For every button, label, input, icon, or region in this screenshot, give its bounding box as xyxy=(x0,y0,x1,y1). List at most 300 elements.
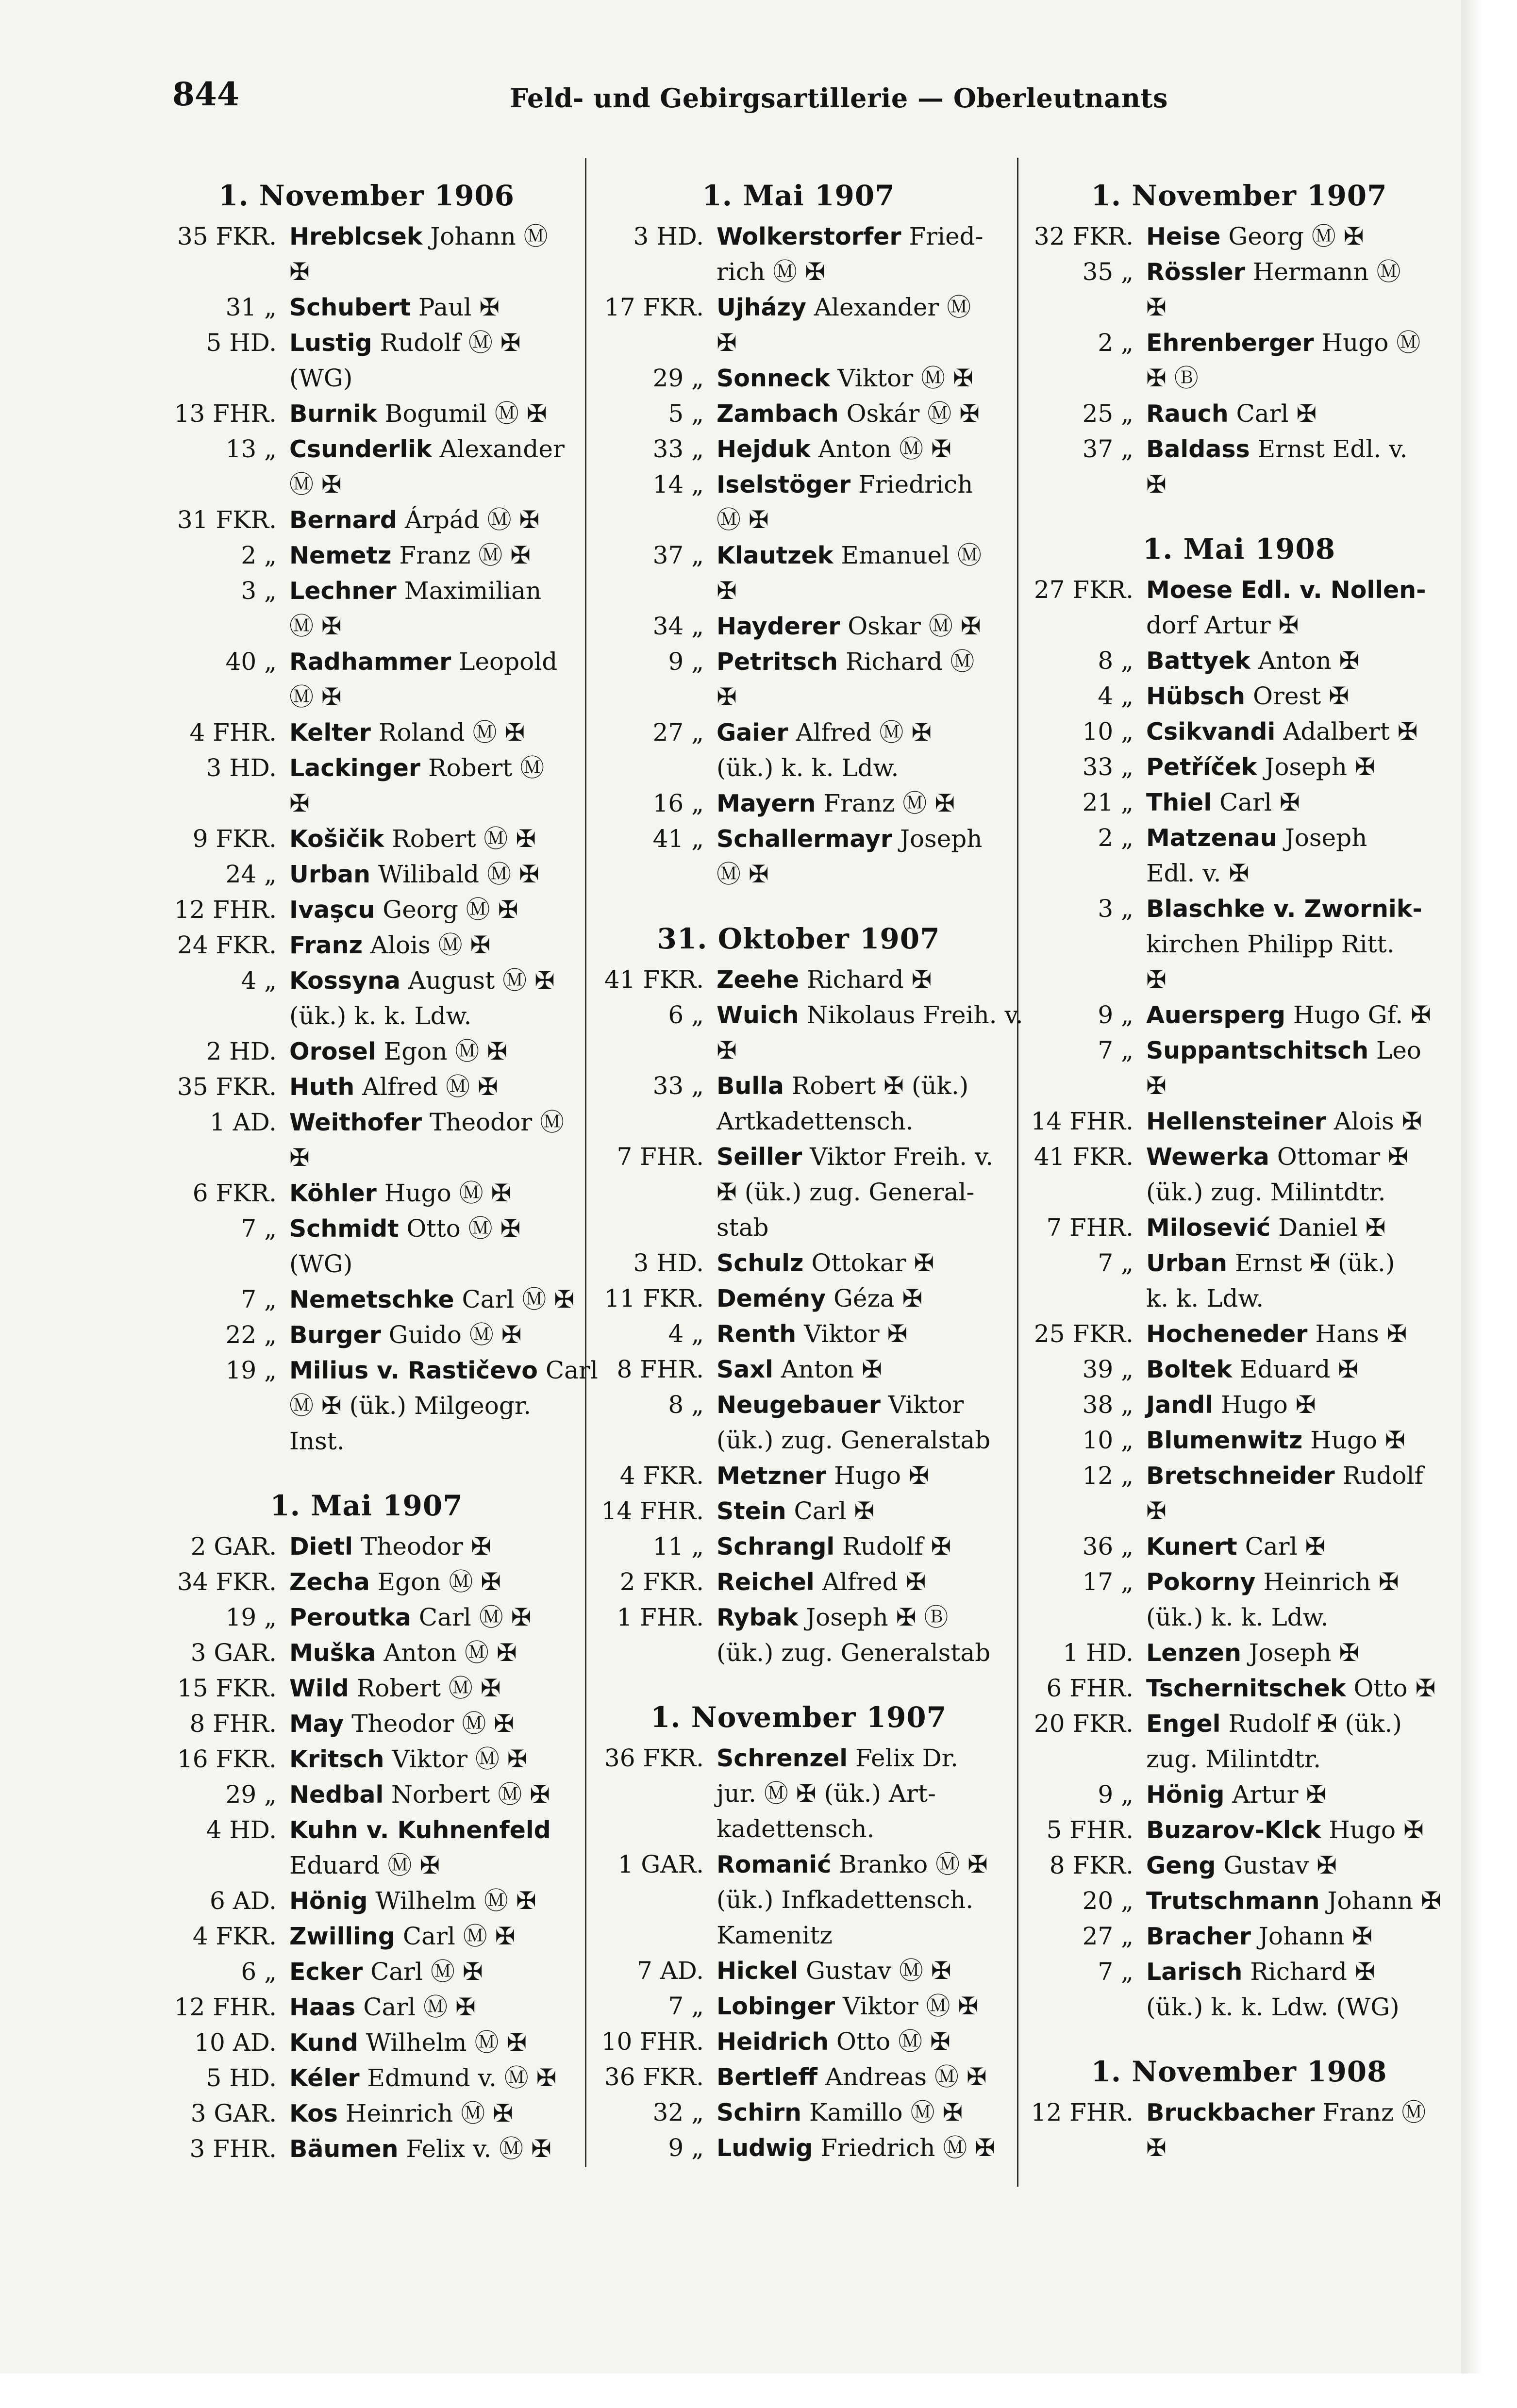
entry-line xyxy=(1146,1246,1395,1281)
entry-body xyxy=(717,432,951,467)
roster-entry xyxy=(160,396,573,432)
entry-detail: Joseph xyxy=(900,825,983,853)
officer-surname: Wild xyxy=(289,1675,349,1702)
officer-surname: Schmidt xyxy=(289,1215,399,1243)
entry-line xyxy=(717,2095,963,2130)
entry-detail: Richard ✠ xyxy=(807,965,932,994)
entry-line xyxy=(717,2130,995,2166)
officer-surname: Kéler xyxy=(289,2064,360,2092)
page-bottom-margin xyxy=(0,2374,1517,2408)
roster-entry xyxy=(160,1777,573,1812)
roster-entry xyxy=(592,2059,1005,2095)
unit-rank: 3 HD. xyxy=(633,222,704,250)
entry-line xyxy=(717,1458,929,1494)
entry-body xyxy=(717,1494,874,1529)
entry-detail: ✠ xyxy=(717,329,737,357)
roster-entry xyxy=(1022,219,1456,254)
officer-surname: Boltek xyxy=(1146,1356,1233,1383)
entry-line xyxy=(289,2060,557,2096)
entry-line xyxy=(717,325,971,361)
unit-rank: 20 FKR. xyxy=(1034,1710,1134,1738)
unit-rank: 3 FHR. xyxy=(189,2135,277,2163)
roster-entry xyxy=(592,219,1005,290)
entry-detail: Robert Ⓜ xyxy=(428,754,545,782)
column-divider xyxy=(585,158,586,2167)
entry-body xyxy=(289,1564,501,1600)
unit-rank: 37 „ xyxy=(652,541,704,569)
unit-rank: 22 „ xyxy=(225,1321,277,1349)
officer-surname: Wewerka xyxy=(1146,1143,1269,1171)
officer-surname: Neugebauer xyxy=(717,1391,881,1419)
entry-line xyxy=(1146,1919,1372,1954)
unit-rank: 12 FHR. xyxy=(174,896,277,924)
entry-line xyxy=(289,998,555,1034)
roster-entry xyxy=(592,1281,1005,1316)
entry-detail: Carl xyxy=(545,1356,598,1384)
entry-line xyxy=(1146,1671,1435,1706)
entry-line xyxy=(1146,1387,1316,1423)
entry-detail: Ottomar ✠ xyxy=(1277,1143,1408,1171)
entry-detail: Joseph ✠ Ⓑ xyxy=(806,1603,949,1631)
officer-surname: Kund xyxy=(289,2029,358,2057)
roster-entry xyxy=(592,609,1005,644)
entry-line xyxy=(1146,608,1426,643)
entry-detail: Ⓜ ✠ xyxy=(289,612,342,640)
officer-surname: Nemetschke xyxy=(289,1286,454,1313)
entry-detail: Heinrich Ⓜ ✠ xyxy=(345,2099,514,2127)
officer-surname: Lechner xyxy=(289,577,397,605)
entry-body xyxy=(717,2130,995,2166)
entry-body xyxy=(717,467,973,538)
entry-detail: Hugo Ⓜ ✠ xyxy=(384,1179,512,1207)
roster-entry xyxy=(160,821,573,857)
entry-body xyxy=(1146,1706,1402,1777)
unit-rank: 6 „ xyxy=(241,1958,277,1986)
roster-entry xyxy=(160,502,573,538)
entry-line xyxy=(289,1176,511,1211)
entry-detail: zug. Milintdtr. xyxy=(1146,1745,1321,1773)
officer-surname: Bulla xyxy=(717,1072,784,1100)
officer-surname: Zwilling xyxy=(289,1923,395,1950)
entry-line xyxy=(717,396,980,432)
unit-rank: 12 „ xyxy=(1082,1461,1134,1490)
entry-line xyxy=(1146,325,1420,361)
roster-entry xyxy=(1022,1635,1456,1671)
roster-entry xyxy=(1022,714,1456,749)
entry-line xyxy=(717,573,982,609)
entry-line xyxy=(717,1776,958,1811)
roster-entry xyxy=(592,1529,1005,1564)
officer-surname: Nemetz xyxy=(289,542,392,569)
entry-line xyxy=(717,1246,934,1281)
entry-detail: kadettensch. xyxy=(717,1815,875,1843)
roster-entry xyxy=(160,1282,573,1317)
roster-entry xyxy=(160,1706,573,1742)
roster-entry xyxy=(592,396,1005,432)
entry-body xyxy=(717,1281,922,1316)
entry-body xyxy=(289,1282,574,1317)
entry-line xyxy=(1146,1458,1423,1494)
section-heading: 1. November 1908 xyxy=(1091,2055,1387,2088)
officer-surname: Wuich xyxy=(717,1001,799,1029)
roster-entry xyxy=(1022,1883,1456,1919)
entry-line xyxy=(717,1175,993,1210)
entry-detail: Wilhelm Ⓜ ✠ xyxy=(366,2028,527,2057)
entry-body xyxy=(289,219,548,290)
entry-line xyxy=(1146,1175,1408,1210)
entry-detail: ✠ xyxy=(1146,1497,1167,1525)
roster-entry xyxy=(160,928,573,963)
unit-rank: 12 FHR. xyxy=(174,1993,277,2021)
entry-detail: Alois Ⓜ ✠ xyxy=(370,931,491,959)
entry-line xyxy=(289,361,521,396)
unit-rank: 32 „ xyxy=(652,2098,704,2126)
officer-surname: Hellensteiner xyxy=(1146,1108,1326,1135)
entry-body xyxy=(289,2131,551,2167)
entry-line xyxy=(289,1564,501,1600)
roster-entry xyxy=(160,2025,573,2060)
entry-line xyxy=(289,963,555,998)
officer-surname: Schrangl xyxy=(717,1533,835,1561)
roster-entry xyxy=(1022,1316,1456,1352)
unit-rank: 34 „ xyxy=(652,612,704,640)
entry-detail: Carl Ⓜ ✠ xyxy=(418,1603,532,1631)
unit-rank: 2 „ xyxy=(1098,329,1134,357)
roster-entry xyxy=(592,962,1005,997)
entry-detail: Viktor xyxy=(888,1391,964,1419)
entry-detail: Fried- xyxy=(909,222,984,250)
entry-detail: (ük.) k. k. Ldw. xyxy=(1146,1603,1329,1631)
entry-body xyxy=(717,1316,907,1352)
officer-surname: Kuhn v. Kuhnenfeld xyxy=(289,1816,551,1844)
officer-surname: Larisch xyxy=(1146,1958,1243,1986)
entry-line xyxy=(289,821,536,857)
entry-detail: Gustav Ⓜ ✠ xyxy=(806,1957,951,1985)
entry-body xyxy=(717,962,932,997)
officer-surname: Schallermayr xyxy=(717,825,892,853)
officer-surname: Ujházy xyxy=(717,294,806,321)
entry-detail: ✠ xyxy=(1146,293,1167,321)
officer-surname: Seiller xyxy=(717,1143,802,1171)
entry-line xyxy=(1146,1706,1402,1742)
entry-line xyxy=(289,1742,528,1777)
unit-rank: 24 „ xyxy=(225,860,277,888)
officer-surname: Hejduk xyxy=(717,435,811,463)
entry-body xyxy=(289,432,565,502)
entry-line xyxy=(1146,467,1407,502)
entry-line xyxy=(289,892,518,928)
officer-surname: Haas xyxy=(289,1993,356,2021)
entry-body xyxy=(289,2096,513,2131)
roster-entry xyxy=(1022,325,1456,396)
unit-rank: 13 FHR. xyxy=(174,399,277,428)
officer-surname: Petritsch xyxy=(717,648,838,676)
officer-surname: Ecker xyxy=(289,1958,363,1986)
entry-detail: Árpád Ⓜ ✠ xyxy=(404,506,540,534)
entry-detail: Alexander xyxy=(439,435,565,463)
entry-body xyxy=(1146,679,1349,714)
officer-surname: Hreblcsek xyxy=(289,223,423,250)
roster-entry xyxy=(160,1954,573,1990)
entry-line xyxy=(289,1954,483,1990)
officer-surname: Muška xyxy=(289,1639,376,1667)
officer-surname: Stein xyxy=(717,1497,786,1525)
officer-surname: Lobinger xyxy=(717,1993,835,2020)
unit-rank: 33 „ xyxy=(652,435,704,463)
roster-entry xyxy=(1022,1954,1456,2025)
roster-entry xyxy=(1022,785,1456,820)
unit-rank: 9 „ xyxy=(668,2134,704,2162)
entry-body xyxy=(289,1990,476,2025)
roster-entry xyxy=(592,2130,1005,2166)
entry-line xyxy=(1146,1529,1325,1564)
roster-entry xyxy=(592,997,1023,1068)
roster-entry xyxy=(160,644,573,715)
unit-rank: 6 AD. xyxy=(209,1887,277,1915)
officer-surname: Heidrich xyxy=(717,2028,829,2056)
officer-surname: Huth xyxy=(289,1073,355,1101)
entry-line xyxy=(717,821,983,857)
officer-surname: Lustig xyxy=(289,329,372,357)
entry-detail: Nikolaus Freih. v. xyxy=(806,1001,1023,1029)
entry-body xyxy=(289,1954,483,1990)
officer-surname: Battyek xyxy=(1146,647,1251,675)
entry-body xyxy=(1146,1529,1325,1564)
roster-entry xyxy=(592,361,1005,396)
entry-detail: (ük.) k. k. Ldw. (WG) xyxy=(1146,1993,1400,2021)
unit-rank: 14 FHR. xyxy=(1031,1107,1134,1135)
unit-rank: 14 FHR. xyxy=(601,1497,704,1525)
entry-detail: Viktor Ⓜ ✠ xyxy=(837,364,973,392)
entry-body xyxy=(289,502,539,538)
entry-line xyxy=(289,1211,520,1246)
officer-surname: Matzenau xyxy=(1146,824,1277,852)
unit-rank: 1 GAR. xyxy=(617,1850,704,1878)
unit-rank: 16 FKR. xyxy=(177,1745,277,1773)
entry-detail: Branko Ⓜ ✠ xyxy=(839,1850,988,1878)
entry-detail: Norbert Ⓜ ✠ xyxy=(391,1780,550,1809)
entry-line xyxy=(717,1882,988,1918)
entry-line xyxy=(289,219,548,254)
entry-detail: Otto ✠ xyxy=(1353,1674,1436,1702)
unit-rank: 3 „ xyxy=(1098,895,1134,923)
entry-line xyxy=(289,1353,598,1388)
unit-rank: 5 „ xyxy=(668,399,704,428)
roster-entry xyxy=(592,1494,1005,1529)
entry-body xyxy=(1146,749,1375,785)
unit-rank: 7 FHR. xyxy=(1046,1213,1134,1242)
unit-rank: 2 „ xyxy=(1098,824,1134,852)
entry-line xyxy=(1146,2095,1426,2130)
roster-entry xyxy=(160,1034,573,1069)
officer-surname: Geng xyxy=(1146,1852,1216,1879)
roster-entry xyxy=(592,538,1005,609)
entry-body xyxy=(1146,1352,1358,1387)
entry-body xyxy=(289,750,544,821)
entry-detail: Leo xyxy=(1376,1036,1421,1064)
entry-detail: Ernst ✠ (ük.) xyxy=(1234,1249,1395,1277)
unit-rank: 7 „ xyxy=(1098,1249,1134,1277)
entry-line xyxy=(717,1600,990,1635)
entry-body xyxy=(717,1989,978,2024)
officer-surname: Zambach xyxy=(717,400,839,428)
roster-entry xyxy=(160,963,573,1034)
entry-detail: ✠ xyxy=(717,577,737,605)
entry-body xyxy=(1146,1848,1337,1883)
officer-surname: Schubert xyxy=(289,294,411,321)
roster-entry xyxy=(160,290,573,325)
unit-rank: 7 „ xyxy=(1098,1036,1134,1064)
entry-body xyxy=(717,1068,968,1139)
entry-body xyxy=(717,2095,963,2130)
officer-surname: Csunderlik xyxy=(289,435,432,463)
section-heading: 1. Mai 1907 xyxy=(702,179,895,212)
unit-rank: 14 „ xyxy=(652,470,704,498)
unit-rank: 5 HD. xyxy=(206,2064,277,2092)
entry-body xyxy=(717,1246,934,1281)
officer-surname: Engel xyxy=(1146,1710,1221,1738)
column-3 xyxy=(1022,172,1456,2166)
unit-rank: 8 FHR. xyxy=(189,1710,277,1738)
roster-entry xyxy=(592,1139,1005,1246)
entry-detail: Andreas Ⓜ ✠ xyxy=(825,2063,987,2091)
entry-line xyxy=(289,2025,527,2060)
entry-line xyxy=(717,715,932,750)
unit-rank: 17 FKR. xyxy=(604,293,704,321)
entry-detail: Artur ✠ xyxy=(1232,1780,1327,1809)
entry-line xyxy=(1146,396,1317,432)
officer-surname: Hayderer xyxy=(717,613,840,640)
entry-line xyxy=(717,750,932,786)
roster-entry xyxy=(160,538,573,573)
entry-detail: Carl ✠ xyxy=(794,1497,875,1525)
entry-detail: Egon Ⓜ ✠ xyxy=(383,1037,508,1065)
entry-body xyxy=(1146,396,1317,432)
entry-body xyxy=(289,1105,564,1176)
entry-line xyxy=(289,1317,522,1353)
entry-body xyxy=(1146,1033,1421,1104)
unit-rank: 3 „ xyxy=(241,577,277,605)
roster-entry xyxy=(1022,643,1456,679)
unit-rank: 17 „ xyxy=(1082,1568,1134,1596)
unit-rank: 5 FHR. xyxy=(1046,1816,1134,1844)
unit-rank: 31 FKR. xyxy=(177,506,277,534)
page-edge xyxy=(1461,0,1517,2408)
unit-rank: 3 GAR. xyxy=(190,1639,277,1667)
entry-line xyxy=(1146,2130,1426,2166)
entry-body xyxy=(717,1139,993,1246)
entry-body xyxy=(1146,997,1431,1033)
entry-body xyxy=(1146,1635,1359,1671)
officer-surname: Hönig xyxy=(1146,1781,1225,1809)
entry-detail: Rudolf ✠ (ük.) xyxy=(1228,1710,1402,1738)
officer-surname: Burger xyxy=(289,1321,381,1349)
entry-body xyxy=(717,219,984,290)
unit-rank: 37 „ xyxy=(1082,435,1134,463)
section-heading: 31. Oktober 1907 xyxy=(657,922,940,955)
entry-detail: dorf Artur ✠ xyxy=(1146,611,1299,639)
officer-surname: Demény xyxy=(717,1285,826,1312)
unit-rank: 7 „ xyxy=(241,1285,277,1313)
unit-rank: 27 FKR. xyxy=(1034,576,1134,604)
entry-line xyxy=(717,680,974,715)
entry-detail: Richard Ⓜ xyxy=(845,648,975,676)
entry-body xyxy=(1146,1458,1423,1529)
roster-entry xyxy=(160,1883,573,1919)
unit-rank: 25 FKR. xyxy=(1034,1320,1134,1348)
officer-surname: Moese Edl. v. Nollen- xyxy=(1146,576,1426,604)
officer-surname: Baldass xyxy=(1146,435,1250,463)
entry-detail: Carl Ⓜ ✠ xyxy=(402,1922,516,1950)
officer-surname: Lackinger xyxy=(289,754,421,782)
entry-detail: Gustav ✠ xyxy=(1223,1851,1337,1879)
officer-surname: Auersperg xyxy=(1146,1001,1285,1029)
entry-line xyxy=(289,325,521,361)
entry-detail: ✠ xyxy=(717,1036,737,1064)
entry-line xyxy=(289,644,557,680)
entry-line xyxy=(1146,856,1367,891)
entry-line xyxy=(1146,361,1420,396)
entry-line xyxy=(289,928,490,963)
unit-rank: 4 HD. xyxy=(206,1816,277,1844)
unit-rank: 2 HD. xyxy=(206,1037,277,1065)
entry-detail: Oskár Ⓜ ✠ xyxy=(846,399,980,428)
entry-line xyxy=(1146,1316,1407,1352)
officer-surname: Kos xyxy=(289,2100,338,2127)
unit-rank: 36 FKR. xyxy=(604,2063,704,2091)
roster-entry xyxy=(592,1600,1005,1671)
officer-surname: Hickel xyxy=(717,1957,799,1985)
entry-line xyxy=(289,750,544,786)
entry-body xyxy=(289,538,531,573)
entry-detail: ✠ (ük.) zug. General- xyxy=(717,1178,975,1206)
roster-entry xyxy=(1022,1671,1456,1706)
officer-surname: Buzarov-Klck xyxy=(1146,1816,1321,1844)
entry-detail: Eduard Ⓜ ✠ xyxy=(289,1851,440,1879)
roster-entry xyxy=(592,1246,1005,1281)
unit-rank: 33 „ xyxy=(1082,753,1134,781)
entry-detail: Oskar Ⓜ ✠ xyxy=(848,612,981,640)
entry-line xyxy=(717,644,974,680)
entry-detail: Ⓜ ✠ xyxy=(717,506,769,534)
entry-detail: Hans ✠ xyxy=(1315,1320,1407,1348)
entry-line xyxy=(717,1423,990,1458)
entry-body xyxy=(289,1706,514,1742)
entry-detail: Franz Ⓜ xyxy=(1322,2098,1426,2126)
roster-entry xyxy=(592,1741,1005,1847)
entry-body xyxy=(717,821,983,892)
entry-line xyxy=(1146,1281,1395,1316)
entry-line xyxy=(289,1990,476,2025)
entry-body xyxy=(717,1387,990,1458)
entry-detail: Robert ✠ (ük.) xyxy=(791,1072,969,1100)
officer-surname: Milius v. Rastičevo xyxy=(289,1357,538,1384)
entry-detail: Paul ✠ xyxy=(418,293,500,321)
officer-surname: Metzner xyxy=(717,1462,827,1490)
entry-body xyxy=(289,715,525,750)
entry-line xyxy=(717,361,973,396)
officer-surname: Heise xyxy=(1146,223,1221,250)
roster-entry xyxy=(160,1919,573,1954)
entry-detail: Alexander Ⓜ xyxy=(814,293,971,321)
unit-rank: 40 „ xyxy=(225,648,277,676)
entry-detail: ✠ xyxy=(717,683,737,711)
unit-rank: 1 HD. xyxy=(1063,1639,1134,1667)
roster-entry xyxy=(592,644,1005,715)
unit-rank: 27 „ xyxy=(1082,1922,1134,1950)
unit-rank: 36 FKR. xyxy=(604,1744,704,1772)
entry-line xyxy=(289,1671,501,1706)
